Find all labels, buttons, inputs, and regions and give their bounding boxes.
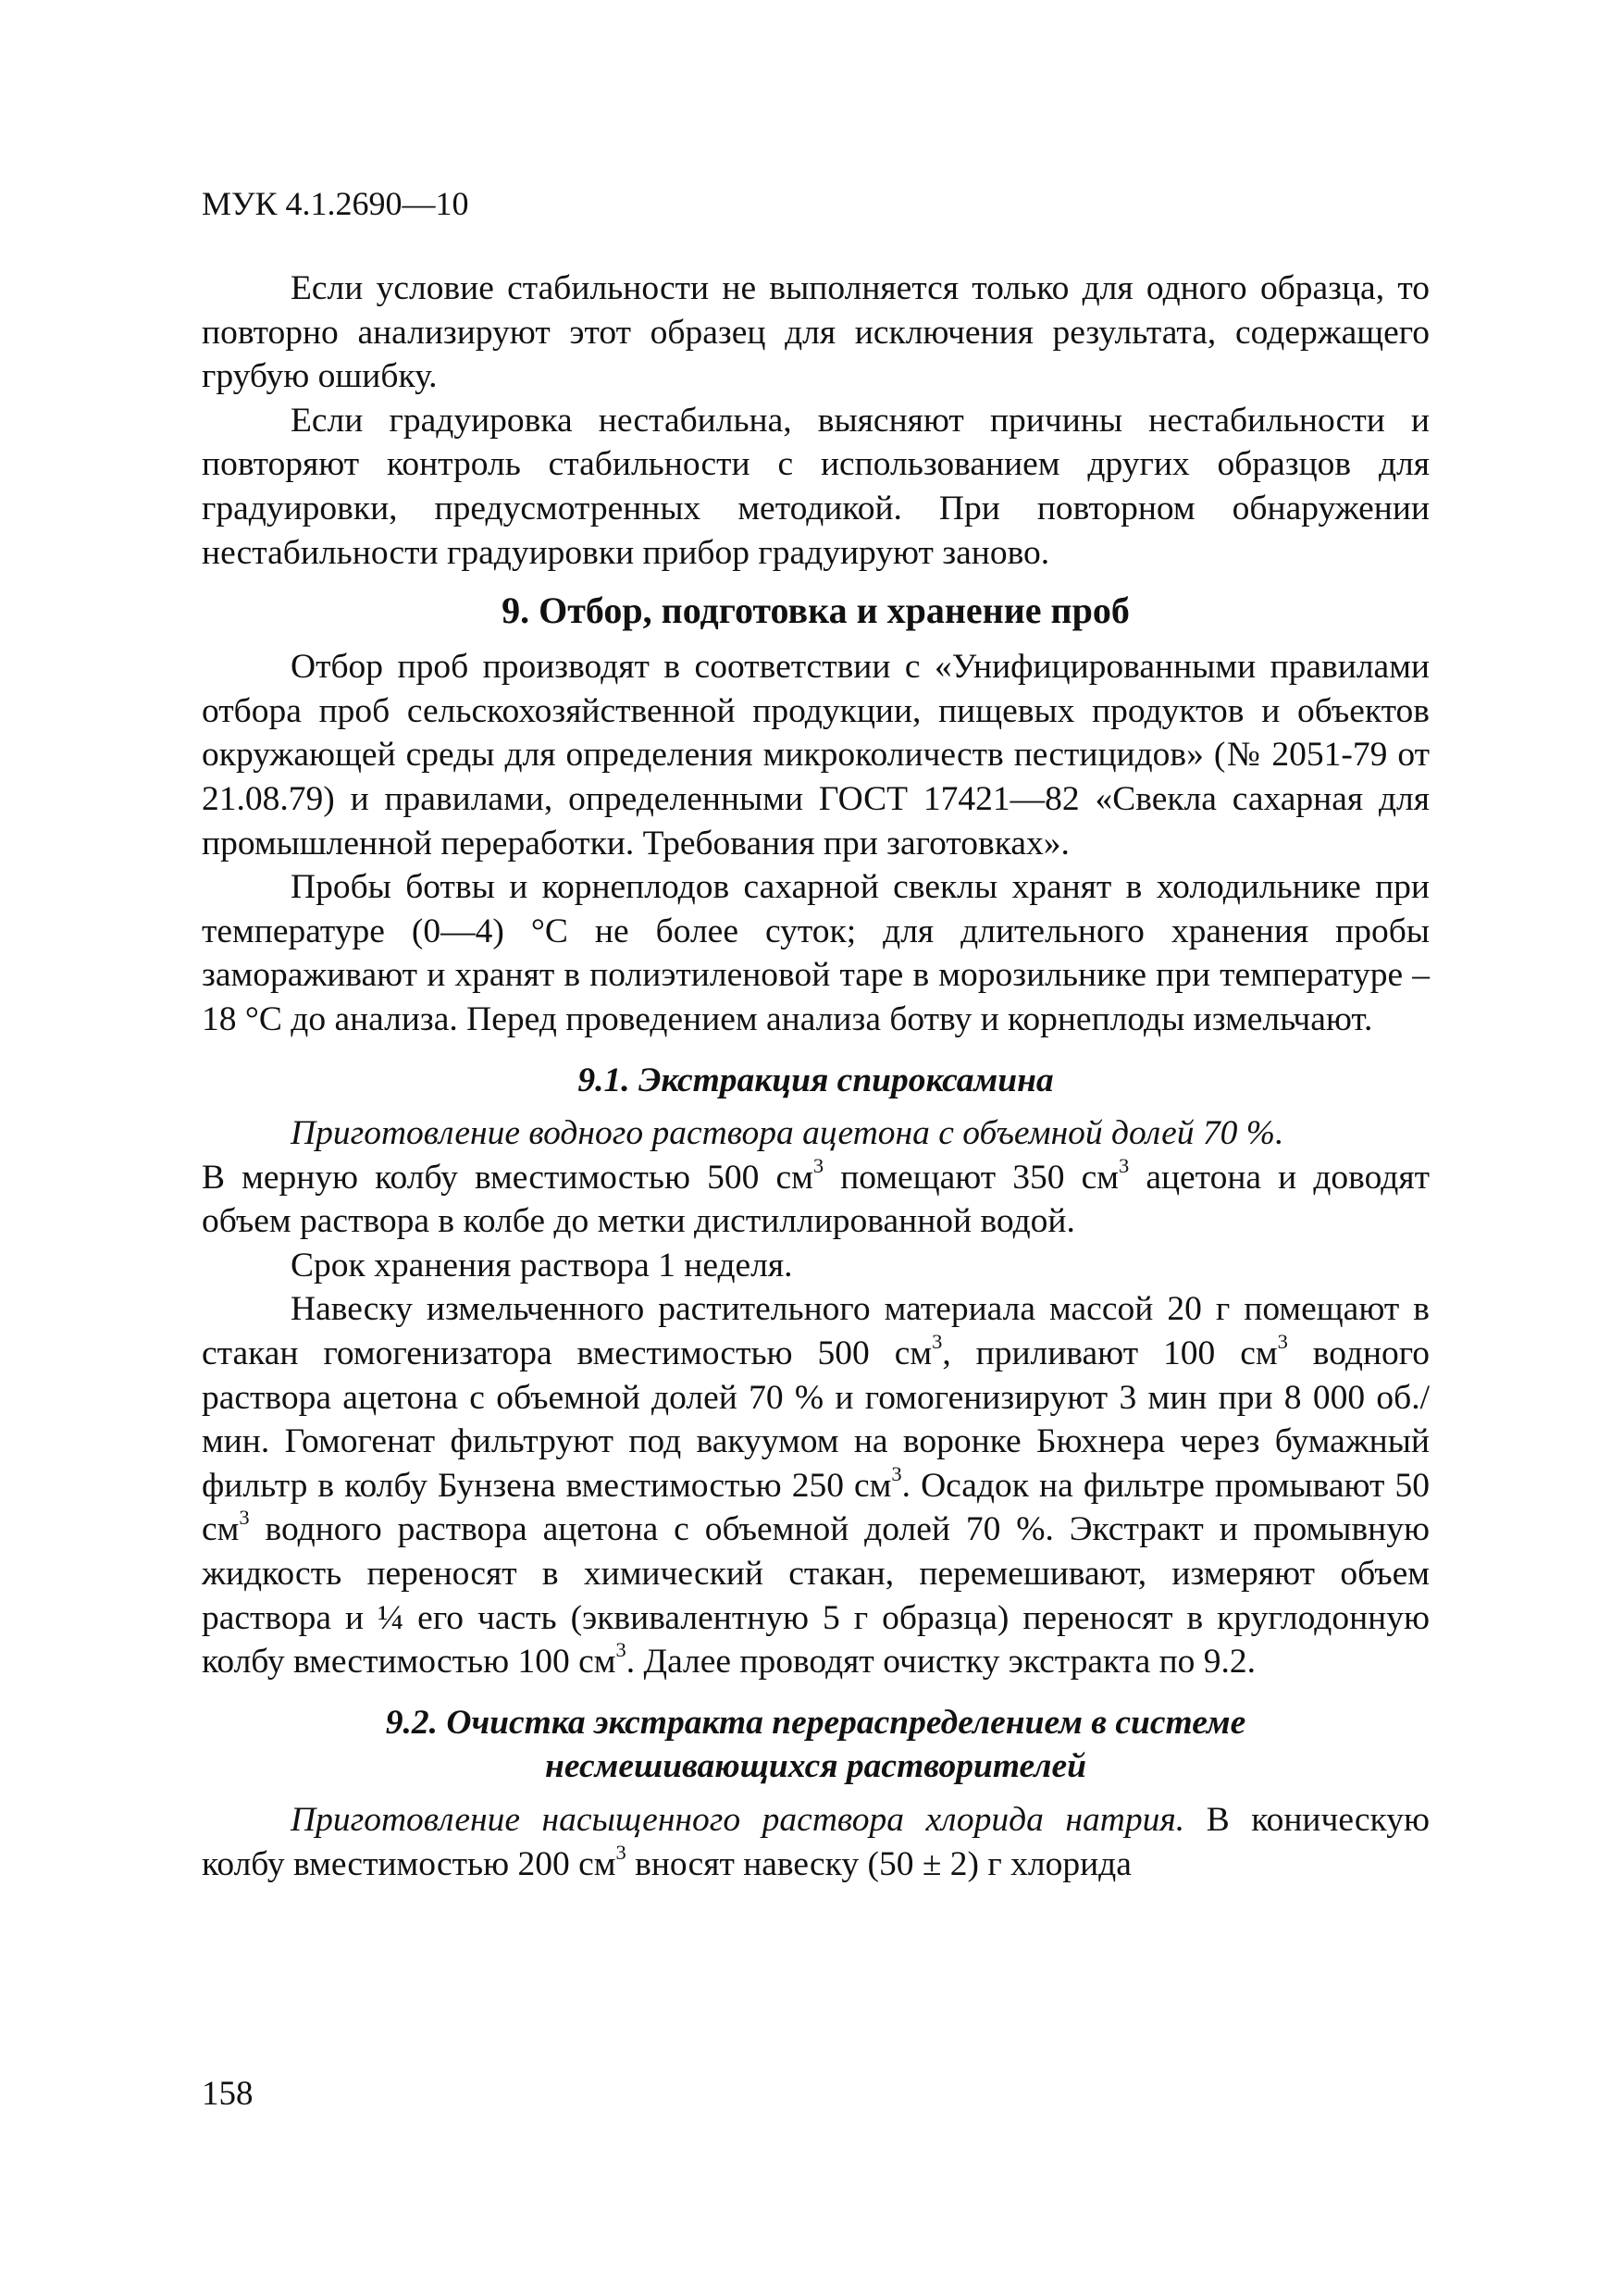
text-run: водного раствора ацетона с объемной долей 70 %. Экстракт и промывную жидкость переносят в химический стакан, перемешивают, измеряют объем раствора и ¼ его часть (эквивалентную 5 г образца) переносят в круглодонную колбу вместимостью 100 см bbox=[202, 1510, 1430, 1682]
superscript-3: 3 bbox=[1277, 1330, 1288, 1354]
inline-italic-acetone-title: Приготовление водного раствора ацетона с объемной долей 70 %. bbox=[291, 1114, 1284, 1153]
paragraph-stability-single-sample: Если условие стабильности не выполняется только для одного образца, то повторно анализируют этот образец для исключения результата, содержащего грубую ошибку. bbox=[202, 269, 1430, 396]
subsection-heading-9-1: 9.1. Экстракция спироксамина bbox=[577, 1061, 1054, 1099]
superscript-3: 3 bbox=[615, 1840, 626, 1864]
text-run: . Далее проводят очистку экстракта по 9.2. bbox=[626, 1643, 1257, 1682]
text-run: водного раствора ацетона с объемной долей 70 % и гомогенизируют 3 мин при 8 000 об./мин. Гомогенат фильтруют под вакуумом на воронке Бюхнера через бумажный фильтр в колбу Бунзена вместимостью 250 см bbox=[202, 1334, 1430, 1505]
text-run: помещают 350 см bbox=[824, 1158, 1119, 1197]
superscript-3: 3 bbox=[615, 1638, 626, 1662]
page-body bbox=[202, 267, 1430, 1886]
paragraph-solution-shelf-life: Срок хранения раствора 1 неделя. bbox=[291, 1246, 793, 1285]
paragraph-unstable-calibration: Если градуировка нестабильна, выясняют причины нестабильности и повторяют контроль стабильности с использованием других образцов для градуировки, предусмотренных методикой. При повторном обнаружении нестабильности градуировки прибор градуируют заново. bbox=[202, 401, 1430, 572]
superscript-3: 3 bbox=[1118, 1153, 1130, 1177]
paragraph-extraction-procedure bbox=[202, 1287, 1430, 1683]
text-run: . Осадок на фильтре промывают 50 см bbox=[202, 1466, 1430, 1549]
subsection-heading-9-2-line-1: 9.2. Очистка экстракта перераспределением в системе bbox=[385, 1703, 1246, 1742]
text-run: вносят навеску (50 ± 2) г хлорида bbox=[626, 1844, 1132, 1883]
text-run: В мерную колбу вместимостью 500 см bbox=[202, 1158, 813, 1197]
paragraph-sampling-rules: Отбор проб производят в соответствии с «Унифицированными правилами отбора проб сельскохозяйственной продукции, пищевых продуктов и объектов окружающей среды для определения микроколичеств пестицидов» (№ 2051-79 от 21.08.79) и правилами, определенными ГОСТ 17421—82 «Свекла сахарная для промышленной переработки. Требования при заготовках». bbox=[202, 648, 1430, 863]
text-run: , приливают 100 см bbox=[942, 1334, 1278, 1373]
inline-italic-nacl-title: Приготовление насыщенного раствора хлорида натрия. bbox=[291, 1801, 1185, 1839]
subsection-heading-9-2 bbox=[202, 1701, 1430, 1789]
subsection-heading-9-2-line-2: несмешивающихся растворителей bbox=[545, 1747, 1086, 1786]
page-number: 158 bbox=[202, 2075, 254, 2113]
text-run: Навеску измельченного растительного материала массой 20 г помещают в стакан гомогенизатора вместимостью 500 см bbox=[202, 1290, 1430, 1373]
paragraph-nacl-solution-prep bbox=[202, 1798, 1430, 1886]
text-run: В коническую колбу вместимостью 200 см bbox=[202, 1801, 1431, 1883]
paragraph-sample-storage: Пробы ботвы и корнеплодов сахарной свеклы хранят в холодильнике при температуре (0—4) °С не более суток; для длительного хранения пробы замораживают и хранят в полиэтиленовой таре в морозильнике при температуре –18 °С до анализа. Перед проведением анализа ботву и корнеплоды измельчают. bbox=[202, 868, 1430, 1038]
running-header: МУК 4.1.2690—10 bbox=[202, 185, 469, 222]
superscript-3: 3 bbox=[891, 1461, 902, 1485]
paragraph-acetone-solution-prep bbox=[202, 1111, 1430, 1244]
superscript-3: 3 bbox=[932, 1330, 943, 1354]
superscript-3: 3 bbox=[239, 1506, 250, 1530]
text-run: ацетона и доводят объем раствора в колбе до метки дистиллированной водой. bbox=[202, 1158, 1430, 1241]
section-heading-9: 9. Отбор, подготовка и хранение проб bbox=[502, 590, 1130, 632]
superscript-3: 3 bbox=[812, 1153, 824, 1177]
